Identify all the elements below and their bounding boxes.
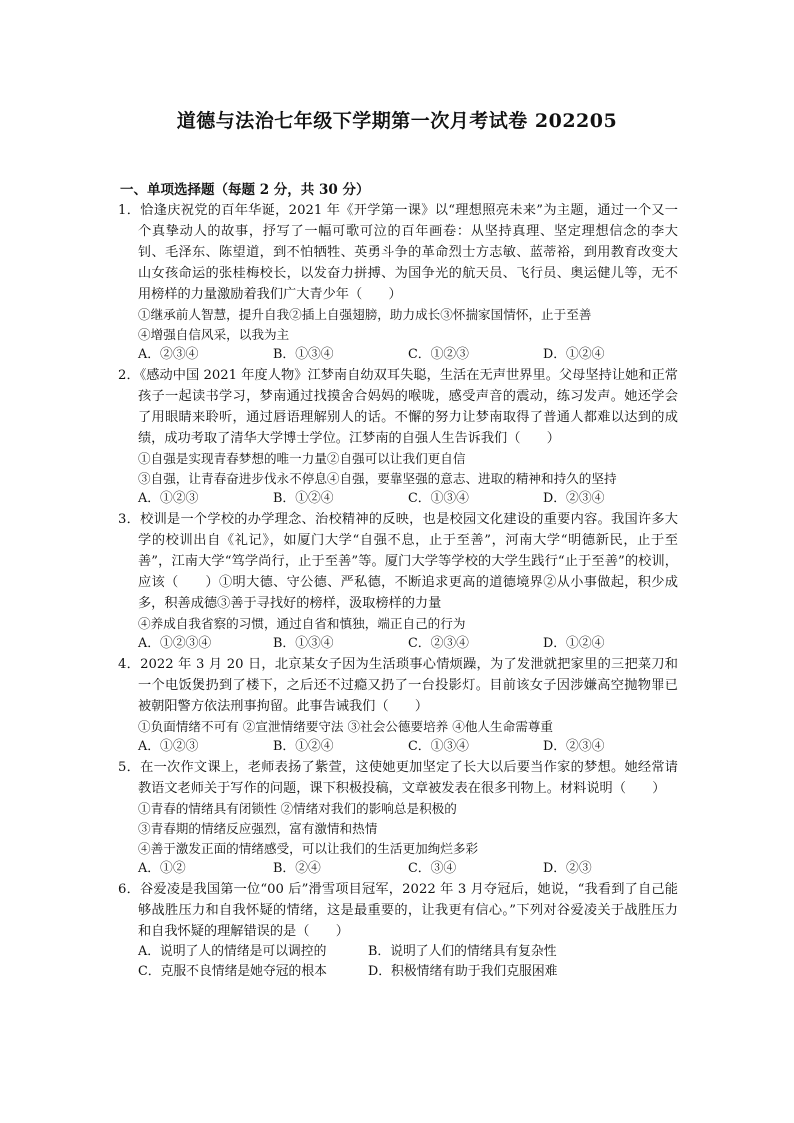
question-statement: ③自强，让青春奋进步伐永不停息④自强，要靠坚强的意志、进取的精神和持久的坚持 bbox=[138, 471, 617, 486]
answer-options bbox=[118, 859, 678, 879]
question-3 bbox=[118, 509, 678, 654]
question-6 bbox=[118, 879, 678, 982]
option-d: D．①②④ bbox=[543, 347, 605, 362]
option-a: A．②③④ bbox=[138, 347, 199, 362]
section-heading: 一、单项选择题（每题 2 分，共 30 分） bbox=[120, 182, 370, 198]
option-d: D．②③ bbox=[543, 861, 592, 876]
option-b: B．说明了人们的情绪具有复杂性 bbox=[368, 944, 557, 959]
question-statement: ④增强自信风采，以我为主 bbox=[138, 327, 290, 342]
question-statement: ①负面情绪不可有 ②宣泄情绪要守法 ③社会公德要培养 ④他人生命需尊重 bbox=[138, 719, 554, 734]
option-a: A．①②③④ bbox=[138, 636, 212, 651]
question-stem: 1．恰逢庆祝党的百年华诞，2021 年《开学第一课》以“理想照亮未来”为主题，通过一个又一个真挚动人的故事，抒写了一幅可歌可泣的百年画卷：从坚持真理、坚定理想信念的李大钊、毛泽东、陈望道，到不怕牺牲、英勇斗争的革命烈士方志敏、蓝蒂裕，到用教育改变大山女孩命运的张桂梅校长，以发奋力拼搏、为国争光的航天员、飞行员、奥运健儿等，无不用榜样的力量激励着我们广大青少年（ ） bbox=[118, 203, 678, 302]
option-b: B．①③④ bbox=[273, 636, 334, 651]
question-stem: 6．谷爱凌是我国第一位“00 后”滑雪项目冠军，2022 年 3 月夺冠后，她说，“我看到了自己能够战胜压力和自我怀疑的情绪，这是最重要的，让我更有信心。”下列对谷爱凌关于战胜压力和自我怀疑的理解错误的是（ ） bbox=[118, 882, 678, 939]
answer-options bbox=[118, 345, 678, 365]
question-1 bbox=[118, 200, 678, 365]
option-c: C．②③④ bbox=[408, 636, 469, 651]
question-stem: 4．2022 年 3 月 20 日，北京某女子因为生活琐事心情烦躁，为了发泄就把家里的三把菜刀和一个电饭煲扔到了楼下，之后还不过瘾又扔了一台投影灯。目前该女子因涉嫌高空抛物罪已被朝阳警方依法刑事拘留。此事告诫我们（ ） bbox=[118, 657, 678, 714]
option-a: A．说明了人的情绪是可以调控的 bbox=[138, 944, 327, 959]
option-b: B．①②④ bbox=[273, 739, 334, 754]
option-c: C．克服不良情绪是她夺冠的根本 bbox=[138, 964, 327, 979]
option-c: C．③④ bbox=[408, 861, 457, 876]
answer-options bbox=[118, 942, 678, 982]
option-d: D．②③④ bbox=[543, 491, 605, 506]
question-statement: ③青春期的情绪反应强烈，富有激情和热情 bbox=[138, 821, 378, 836]
option-b: B．①③④ bbox=[273, 347, 334, 362]
question-4 bbox=[118, 654, 678, 757]
option-b: B．②④ bbox=[273, 861, 321, 876]
question-statement: ④善于激发正面的情绪感受，可以让我们的生活更加绚烂多彩 bbox=[138, 841, 479, 856]
option-c: C．①②③ bbox=[408, 347, 469, 362]
answer-options bbox=[118, 489, 678, 509]
option-d: D．①②④ bbox=[543, 636, 605, 651]
question-2 bbox=[118, 365, 678, 509]
page-title: 道德与法治七年级下学期第一次月考试卷 202205 bbox=[176, 110, 618, 132]
option-c: C．①③④ bbox=[408, 739, 469, 754]
question-5 bbox=[118, 757, 678, 879]
answer-options bbox=[118, 634, 678, 654]
question-stem: 5．在一次作文课上，老师表扬了紫萱，这使她更加坚定了长大以后要当作家的梦想。她经常请教语文老师关于写作的问题，课下积极投稿，文章被发表在很多刊物上。材料说明（ ） bbox=[118, 760, 678, 796]
answer-options bbox=[118, 737, 678, 757]
option-d: D．积极情绪有助于我们克服困难 bbox=[368, 964, 558, 979]
question-stem: 3．校训是一个学校的办学理念、治校精神的反映，也是校园文化建设的重要内容。我国许多大学的校训出自《礼记》，如厦门大学“自强不息，止于至善”，河南大学“明德新民，止于至善”，江南大学“笃学尚行，止于至善”等。厦门大学等学校的大学生践行“止于至善”的校训，应该（ ）①明大德、守公德、严私德，不断追求更高的道德境界②从小事做起，积少成多，积善成德③善于寻找好的榜样，汲取榜样的力量 bbox=[118, 512, 678, 611]
question-statement: ①自强是实现青春梦想的唯一力量②自强可以让我们更自信 bbox=[138, 451, 466, 466]
option-a: A．①② bbox=[138, 861, 186, 876]
question-statement: ①继承前人智慧，提升自我②插上自强翅膀，助力成长③怀揣家国情怀，止于至善 bbox=[138, 307, 592, 322]
question-statement: ④养成自我省察的习惯，通过自省和慎独，端正自己的行为 bbox=[138, 616, 466, 631]
option-c: C．①③④ bbox=[408, 491, 469, 506]
question-statement: ①青春的情绪具有闭锁性 ②情绪对我们的影响总是积极的 bbox=[138, 801, 457, 816]
option-b: B．①②④ bbox=[273, 491, 334, 506]
question-stem: 2．《感动中国 2021 年度人物》江梦南自幼双耳失聪，生活在无声世界里。父母坚持让她和正常孩子一起读书学习，梦南通过找摸舍合妈妈的喉咙，感受声音的震动，练习发声。她还学会了用眼睛来聆听，通过唇语理解别人的话。不懈的努力让梦南取得了普通人都难以达到的成绩，成功考取了清华大学博士学位。江梦南的自强人生告诉我们（ ） bbox=[118, 368, 678, 446]
option-a: A．①②③ bbox=[138, 739, 199, 754]
option-d: D．②③④ bbox=[543, 739, 605, 754]
option-a: A．①②③ bbox=[138, 491, 199, 506]
question-list bbox=[118, 200, 678, 982]
